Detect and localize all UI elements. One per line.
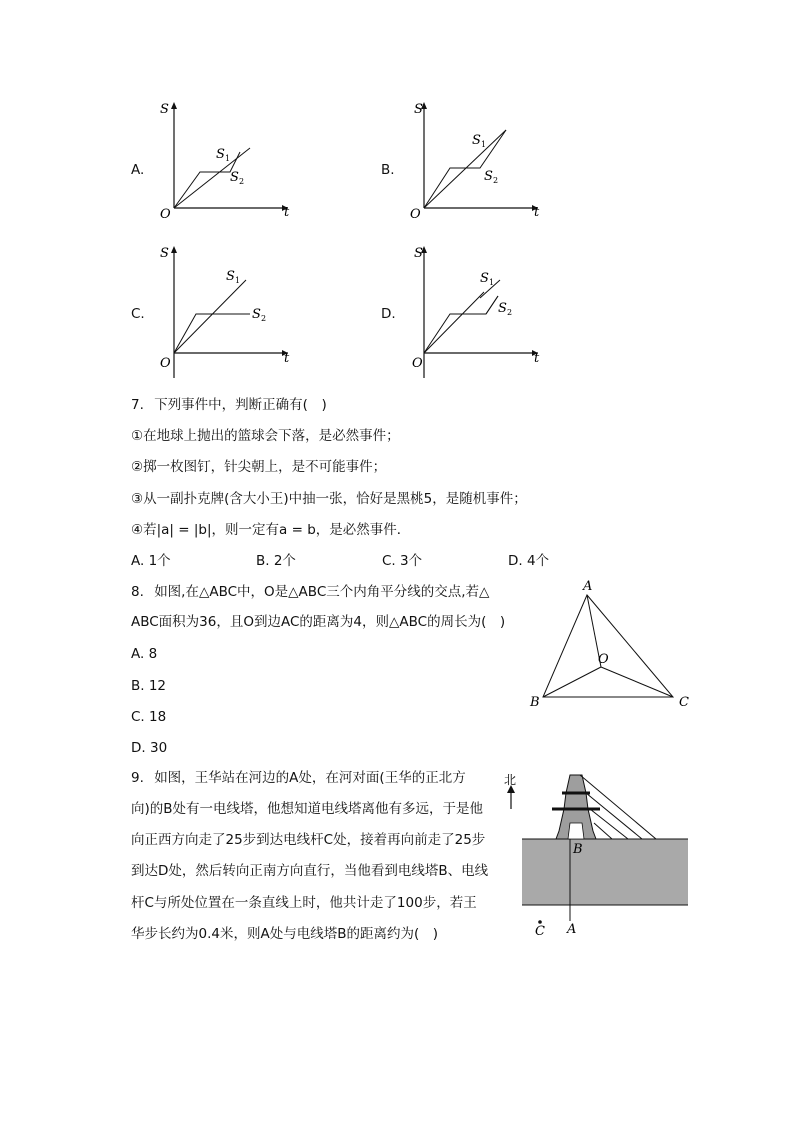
vertex-a-label: A [583, 579, 593, 594]
q8-stem-line1 [131, 582, 489, 602]
s1-label: S [472, 133, 481, 148]
river-area [522, 839, 688, 905]
q8-stem-text-1: 如图,在△ABC中，O是△ABC三个内角平分线的交点,若△ [154, 584, 490, 600]
s1-subscript: 1 [489, 278, 495, 287]
s2-label: S [484, 169, 493, 184]
point-o-label: O [598, 652, 609, 667]
s2-label: S [230, 170, 239, 185]
q7-item-4: ④若|a| = |b|，则一定有a = b，是必然事件． [131, 522, 411, 538]
q7-option-c: C. 3个 [382, 553, 423, 569]
q7-item-1: ①在地球上抛出的篮球会下落，是必然事件； [131, 428, 400, 444]
point-c-label: C [535, 924, 545, 939]
q7-item-3: ③从一副扑克牌(含大小王)中抽一张，恰好是黑桃5，是随机事件； [131, 491, 527, 507]
q7-option-a: A. 1个 [131, 553, 171, 569]
q8-option-b: B. 12 [131, 678, 167, 694]
s-axis-label: S [160, 102, 169, 117]
t-axis-label: t [284, 205, 290, 220]
q9-line-2: 向)的B处有一电线塔，他想知道电线塔离他有多远，于是他 [131, 801, 484, 817]
q8-option-c: C. 18 [131, 709, 167, 725]
s1-subscript: 1 [481, 140, 487, 149]
q7-number: 7. [131, 397, 144, 413]
option-a-label: A. [131, 162, 145, 178]
s2-subscript: 2 [261, 314, 267, 323]
s2-label: S [498, 301, 507, 316]
s-axis-label: S [414, 102, 423, 117]
q8-number: 8. [131, 584, 144, 600]
q8-option-a: A. 8 [131, 646, 158, 662]
point-b-label: B [573, 842, 583, 857]
q7-item-2: ②掷一枚图钉，针尖朝上，是不可能事件； [131, 459, 387, 475]
t-axis-label: t [534, 205, 540, 220]
q9-number: 9. [131, 770, 144, 786]
s1-subscript: 1 [235, 276, 241, 285]
q9-line-1 [131, 768, 466, 788]
point-a-label: A [567, 922, 577, 937]
s1-label: S [480, 271, 489, 286]
s1-label: S [216, 147, 225, 162]
t-axis-label: t [284, 351, 290, 366]
s2-subscript: 2 [493, 176, 499, 185]
vertex-b-label: B [530, 695, 540, 710]
q9-line-4: 到达D处，然后转向正南方向直行，当他看到电线塔B、电线 [131, 863, 489, 879]
q9-text-1: 如图，王华站在河边的A处，在河对面(王华的正北方 [154, 770, 466, 786]
q8-option-d: D. 30 [131, 740, 168, 756]
graph-option-c [150, 240, 300, 380]
origin-label: O [412, 356, 423, 371]
q9-river-figure [500, 765, 700, 940]
q8-triangle-figure [525, 575, 695, 715]
vertex-c-label: C [679, 695, 689, 710]
graph-option-a [150, 96, 300, 226]
s2-subscript: 2 [507, 308, 513, 317]
q8-stem-line2: ABC面积为36，且O到边AC的距离为4，则△ABC的周长为( ) [131, 614, 506, 630]
option-d-label: D. [381, 306, 396, 322]
origin-label: O [160, 356, 171, 371]
graph-option-d [400, 240, 550, 380]
s-axis-label: S [160, 246, 169, 261]
s2-subscript: 2 [239, 177, 245, 186]
q7-stem-text: 下列事件中，判断正确有( ) [154, 397, 327, 413]
q9-line-6: 华步长约为0.4米，则A处与电线塔B的距离约为( ) [131, 926, 438, 942]
s-axis-label: S [414, 246, 423, 261]
north-label: 北 [504, 773, 517, 787]
option-c-label: C. [131, 306, 145, 322]
graph-option-b [400, 96, 550, 226]
s2-label: S [252, 307, 261, 322]
q7-option-b: B. 2个 [256, 553, 296, 569]
option-b-label: B. [381, 162, 395, 178]
q9-line-5: 杆C与所处位置在一条直线上时，他共计走了100步，若王 [131, 895, 477, 911]
s1-label: S [226, 269, 235, 284]
origin-label: O [410, 207, 421, 222]
q9-line-3: 向正西方向走了25步到达电线杆C处，接着再向前走了25步 [131, 832, 486, 848]
s1-subscript: 1 [225, 154, 231, 163]
q7-stem [131, 395, 327, 415]
q7-option-d: D. 4个 [508, 553, 550, 569]
t-axis-label: t [534, 351, 540, 366]
origin-label: O [160, 207, 171, 222]
